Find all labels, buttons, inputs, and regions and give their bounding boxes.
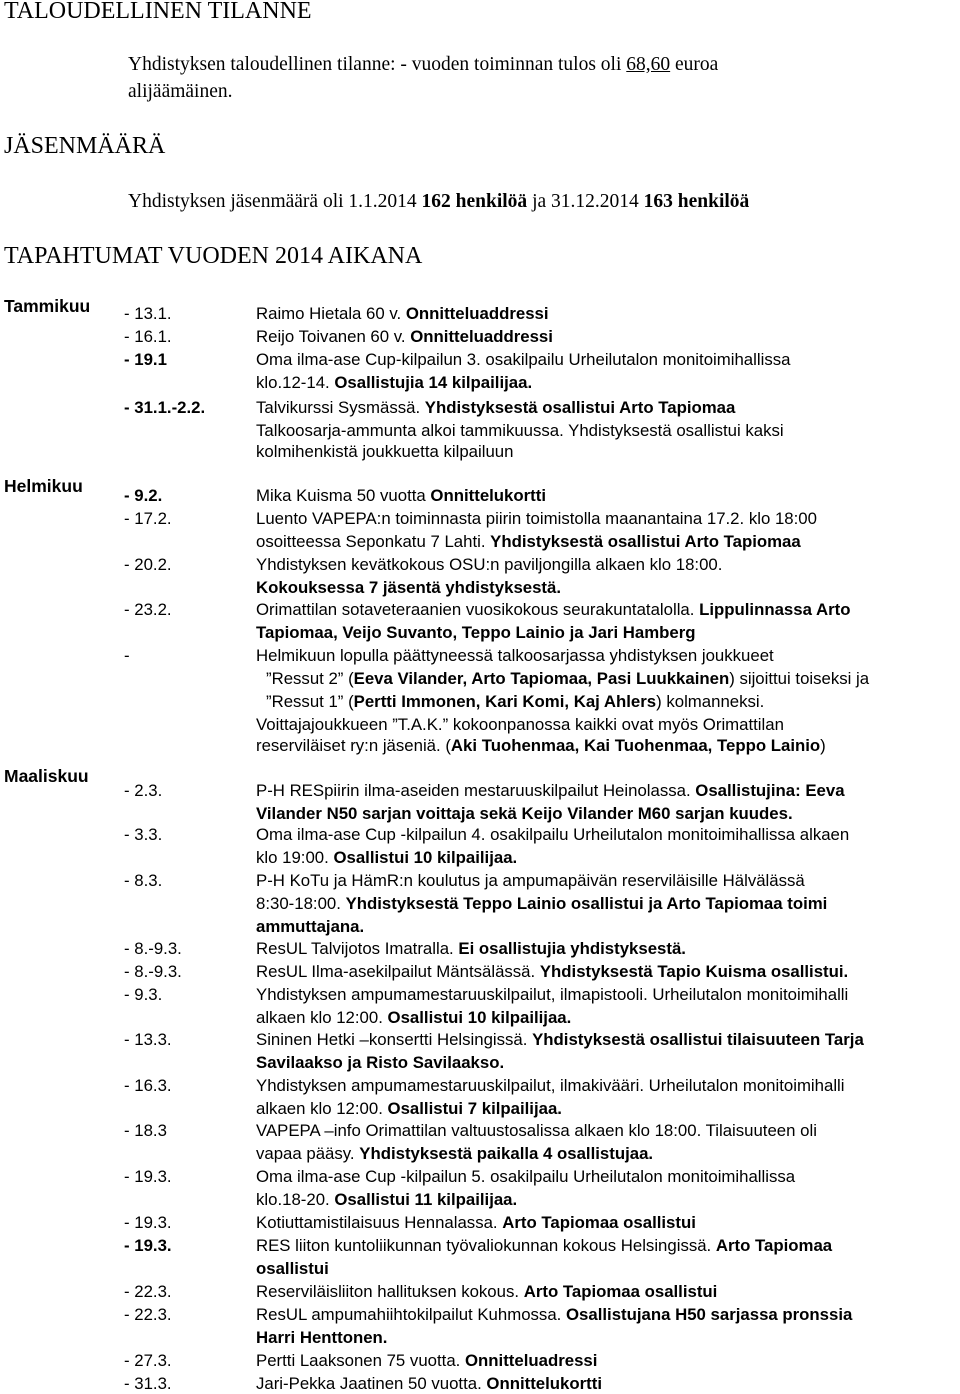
- event-text: [256, 1053, 504, 1073]
- event-text-part: ResUL Ilma-asekilpailut Mäntsälässä.: [256, 962, 540, 981]
- event-text: [256, 1282, 717, 1302]
- heading-finance: TALOUDELLINEN TILANNE: [4, 0, 312, 24]
- event-text-part: Voittajajoukkueen ”T.A.K.” kokoonpanossa kaikki ovat myös Orimattilan: [256, 715, 784, 734]
- event-text: [256, 894, 827, 914]
- event-date: - 22.3.: [124, 1305, 172, 1324]
- event-date: - 19.3.: [124, 1167, 172, 1186]
- event-date: - 20.2.: [124, 555, 172, 574]
- members-count-end: 163 henkilöä: [643, 191, 750, 212]
- event-date: - 13.1.: [124, 304, 172, 323]
- event-text-bold: ammuttajana.: [256, 917, 365, 936]
- event-text-part: Jari-Pekka Jaatinen 50 vuotta.: [256, 1374, 487, 1393]
- event-text: [256, 304, 549, 324]
- event-text: [256, 1144, 653, 1164]
- event-text: [256, 486, 546, 506]
- event-text-part: ResUL Talvijotos Imatralla.: [256, 939, 459, 958]
- event-date: - 16.1.: [124, 327, 172, 346]
- event-text-part: Yhdistyksen ampumamestaruuskilpailut, ilmakivääri. Urheilutalon monitoimihalli: [256, 1076, 845, 1095]
- event-text: [256, 1190, 517, 1210]
- event-text-part: Helmikuun lopulla päättyneessä talkoosarjassa yhdistyksen joukkueet: [256, 646, 774, 665]
- event-text-bold: Yhdistyksestä osallistui Arto Tapiomaa: [424, 398, 736, 417]
- event-text: [256, 1167, 795, 1187]
- event-text: [256, 532, 801, 552]
- event-text: [256, 781, 845, 801]
- event-date: - 9.3.: [124, 985, 163, 1004]
- event-text-bold: Tapiomaa, Veijo Suvanto, Teppo Lainio ja Jari Hamberg: [256, 623, 696, 642]
- event-text: [266, 669, 869, 689]
- event-text: [256, 939, 686, 959]
- event-text-part: klo 19:00.: [256, 848, 334, 867]
- event-text-part: RES liiton kuntoliikunnan työvaliokunnan kokous Helsingissä.: [256, 1236, 716, 1255]
- event-date: - 31.3.: [124, 1374, 172, 1393]
- event-text: [256, 1099, 562, 1119]
- event-text-bold: Arto Tapiomaa osallistui: [523, 1282, 718, 1301]
- event-text-bold: Pertti Immonen, Kari Komi, Kaj Ahlers: [353, 692, 657, 711]
- event-text-part: kolmihenkistä joukkuetta kilpailuun: [256, 442, 514, 461]
- event-text: [256, 623, 696, 643]
- event-text-part: alkaen klo 12:00.: [256, 1099, 388, 1118]
- members-line: [128, 191, 749, 213]
- members-text-a: Yhdistyksen jäsenmäärä oli 1.1.2014: [128, 191, 422, 212]
- event-text: [256, 373, 532, 393]
- event-date: - 27.3.: [124, 1351, 172, 1370]
- event-text: [256, 398, 735, 418]
- event-text-bold: Osallistui 11 kilpailijaa.: [334, 1190, 518, 1209]
- month-march: Maaliskuu: [4, 766, 89, 786]
- event-text: [256, 736, 826, 756]
- event-text: [256, 825, 849, 845]
- event-date: - 19.1: [124, 350, 167, 369]
- event-text-bold: Arto Tapiomaa: [715, 1236, 833, 1255]
- finance-text-b: euroa: [670, 54, 719, 75]
- event-text-bold: Aki Tuohenmaa, Kai Tuohenmaa, Teppo Lainio: [450, 736, 821, 755]
- event-date: - 2.3.: [124, 781, 163, 800]
- event-text-part: 8:30-18:00.: [256, 894, 346, 913]
- event-text-bold: Vilander N50 sarjan voittaja sekä Keijo Vilander M60 sarjan kuudes.: [256, 804, 793, 823]
- event-text-bold: Yhdistyksestä Teppo Lainio osallistui ja Arto Tapiomaa toimi: [345, 894, 828, 913]
- event-text: [256, 646, 774, 666]
- event-text-bold: Yhdistyksestä Tapio Kuisma osallistui.: [539, 962, 849, 981]
- event-text: [256, 509, 817, 529]
- event-date: -: [124, 646, 130, 665]
- event-text: [256, 1030, 864, 1050]
- event-text-part: ”Ressut 2” (: [266, 669, 354, 688]
- event-text-part: Talvikurssi Sysmässä.: [256, 398, 425, 417]
- event-text-bold: Harri Henttonen.: [256, 1328, 388, 1347]
- event-text-part: Mika Kuisma 50 vuotta: [256, 486, 431, 505]
- event-text: [256, 1236, 832, 1256]
- event-date: - 23.2.: [124, 600, 172, 619]
- month-february: Helmikuu: [4, 476, 83, 496]
- event-text-bold: Onnittelukortti: [430, 486, 547, 505]
- event-date: - 8.-9.3.: [124, 939, 182, 958]
- event-text-bold: Onnitteluadressi: [464, 1351, 598, 1370]
- event-text-part: Yhdistyksen ampumamestaruuskilpailut, ilmapistooli. Urheilutalon monitoimihalli: [256, 985, 849, 1004]
- event-text: [256, 715, 784, 735]
- event-text: [256, 350, 790, 370]
- event-text: [266, 692, 764, 712]
- event-text: [256, 848, 517, 868]
- event-text: [256, 804, 793, 824]
- event-date: - 19.3.: [124, 1213, 172, 1232]
- event-date: - 13.3.: [124, 1030, 172, 1049]
- event-date: - 22.3.: [124, 1282, 172, 1301]
- event-text-part: ): [820, 736, 826, 755]
- event-date: - 18.3: [124, 1121, 167, 1140]
- event-text-part: Raimo Hietala 60 v.: [256, 304, 406, 323]
- event-text: [256, 1008, 571, 1028]
- event-date: - 8.-9.3.: [124, 962, 182, 981]
- event-text-bold: Osallistujana H50 sarjassa pronssia: [565, 1305, 853, 1324]
- finance-line-2: alijäämäinen.: [128, 81, 233, 102]
- month-january: Tammikuu: [4, 296, 91, 316]
- members-text-c: ja 31.12.2014: [527, 191, 644, 212]
- event-text-bold: Yhdistyksestä paikalla 4 osallistujaa.: [359, 1144, 654, 1163]
- event-text: [256, 1121, 817, 1141]
- event-text: [256, 421, 784, 441]
- event-text: [256, 1213, 696, 1233]
- event-text-bold: Onnitteluaddressi: [405, 304, 549, 323]
- event-text-part: klo.18-20.: [256, 1190, 335, 1209]
- finance-value: 68,60: [626, 54, 671, 75]
- event-text-part: klo.12-14.: [256, 373, 335, 392]
- event-text-part: Reserviläisliiton hallituksen kokous.: [256, 1282, 524, 1301]
- event-text-bold: Yhdistyksestä osallistui Arto Tapiomaa: [490, 532, 801, 551]
- event-date: - 19.3.: [124, 1236, 172, 1255]
- event-date: - 17.2.: [124, 509, 172, 528]
- event-text: [256, 962, 848, 982]
- event-text: [256, 327, 553, 347]
- event-text-part: ) sijoittui toiseksi ja: [729, 669, 870, 688]
- event-text-bold: Osallistui 10 kilpailijaa.: [333, 848, 518, 867]
- event-text-bold: Onnitteluaddressi: [410, 327, 553, 346]
- event-text-bold: Kokouksessa 7 jäsentä yhdistyksestä.: [256, 578, 562, 597]
- event-text-part: Oma ilma-ase Cup -kilpailun 5. osakilpailu Urheilutalon monitoimihallissa: [256, 1167, 796, 1186]
- event-text: [256, 555, 722, 575]
- event-text-part: ) kolmanneksi.: [656, 692, 765, 711]
- event-text: [256, 1351, 597, 1371]
- event-text: [256, 985, 848, 1005]
- event-text-part: Yhdistyksen kevätkokous OSU:n paviljongilla alkaen klo 18:00.: [256, 555, 723, 574]
- finance-text-a: Yhdistyksen taloudellinen tilanne: - vuoden toiminnan tulos oli: [128, 54, 627, 75]
- event-text-bold: Osallistui 10 kilpailijaa.: [387, 1008, 572, 1027]
- event-text-part: Talkoosarja-ammunta alkoi tammikuussa. Yhdistyksestä osallistui kaksi: [256, 421, 784, 440]
- heading-members: JÄSENMÄÄRÄ: [4, 133, 166, 159]
- event-text-part: P-H RESpiirin ilma-aseiden mestaruuskilpailut Heinolassa.: [256, 781, 696, 800]
- heading-events: TAPAHTUMAT VUODEN 2014 AIKANA: [4, 243, 423, 269]
- event-text-bold: Osallistui 7 kilpailijaa.: [387, 1099, 562, 1118]
- event-date: - 16.3.: [124, 1076, 172, 1095]
- event-text-part: osoitteessa Seponkatu 7 Lahti.: [256, 532, 491, 551]
- event-text-bold: Onnittelukortti: [486, 1374, 602, 1393]
- event-text-part: ResUL ampumahiihtokilpailut Kuhmossa.: [256, 1305, 566, 1324]
- event-text: [256, 442, 513, 462]
- event-text: [256, 1374, 602, 1394]
- event-text-part: reserviläiset ry:n jäseniä. (: [256, 736, 451, 755]
- event-text: [256, 600, 850, 620]
- event-text-part: Luento VAPEPA:n toiminnasta piirin toimistolla maanantaina 17.2. klo 18:00: [256, 509, 817, 528]
- event-text: [256, 1259, 329, 1279]
- event-text-part: ”Ressut 1” (: [266, 692, 354, 711]
- members-count-start: 162 henkilöä: [421, 191, 528, 212]
- event-text-bold: Osallistujia 14 kilpailijaa.: [334, 373, 533, 392]
- event-text-bold: Savilaakso ja Risto Savilaakso.: [256, 1053, 505, 1072]
- finance-line-1: [128, 54, 718, 76]
- event-text-part: Pertti Laaksonen 75 vuotta.: [256, 1351, 465, 1370]
- event-date: - 9.2.: [124, 486, 163, 505]
- event-text-bold: Eeva Vilander, Arto Tapiomaa, Pasi Luukkainen: [353, 669, 730, 688]
- event-text-part: Sininen Hetki –konsertti Helsingissä.: [256, 1030, 533, 1049]
- event-text-part: Orimattilan sotaveteraanien vuosikokous seurakuntatalolla.: [256, 600, 700, 619]
- event-text: [256, 1328, 387, 1348]
- event-text: [256, 1076, 845, 1096]
- event-text-part: vapaa pääsy.: [256, 1144, 360, 1163]
- event-text-bold: Osallistujina: Eeva: [695, 781, 845, 800]
- event-text-bold: osallistui: [256, 1259, 329, 1278]
- event-text-part: Oma ilma-ase Cup -kilpailun 4. osakilpailu Urheilutalon monitoimihallissa alkaen: [256, 825, 850, 844]
- event-date: - 3.3.: [124, 825, 163, 844]
- event-text-part: Oma ilma-ase Cup-kilpailun 3. osakilpailu Urheilutalon monitoimihallissa: [256, 350, 791, 369]
- event-text-part: P-H KoTu ja HämR:n koulutus ja ampumapäivän reserviläisille Hälvälässä: [256, 871, 805, 890]
- event-text: [256, 917, 364, 937]
- event-text-part: alkaen klo 12:00.: [256, 1008, 388, 1027]
- event-text-part: VAPEPA –info Orimattilan valtuustosalissa alkaen klo 18:00. Tilaisuuteen oli: [256, 1121, 817, 1140]
- event-text-bold: Arto Tapiomaa osallistui: [502, 1213, 696, 1232]
- event-text-bold: Ei osallistujia yhdistyksestä.: [458, 939, 686, 958]
- event-date: - 8.3.: [124, 871, 163, 890]
- event-text-bold: Yhdistyksestä osallistui tilaisuuteen Tarja: [532, 1030, 864, 1049]
- event-text-part: Kotiuttamistilaisuus Hennalassa.: [256, 1213, 503, 1232]
- event-text: [256, 1305, 852, 1325]
- event-date: - 31.1.-2.2.: [124, 398, 206, 417]
- event-text-bold: Lippulinnassa Arto: [699, 600, 851, 619]
- event-text: [256, 578, 561, 598]
- event-text: [256, 871, 805, 891]
- event-text-part: Reijo Toivanen 60 v.: [256, 327, 411, 346]
